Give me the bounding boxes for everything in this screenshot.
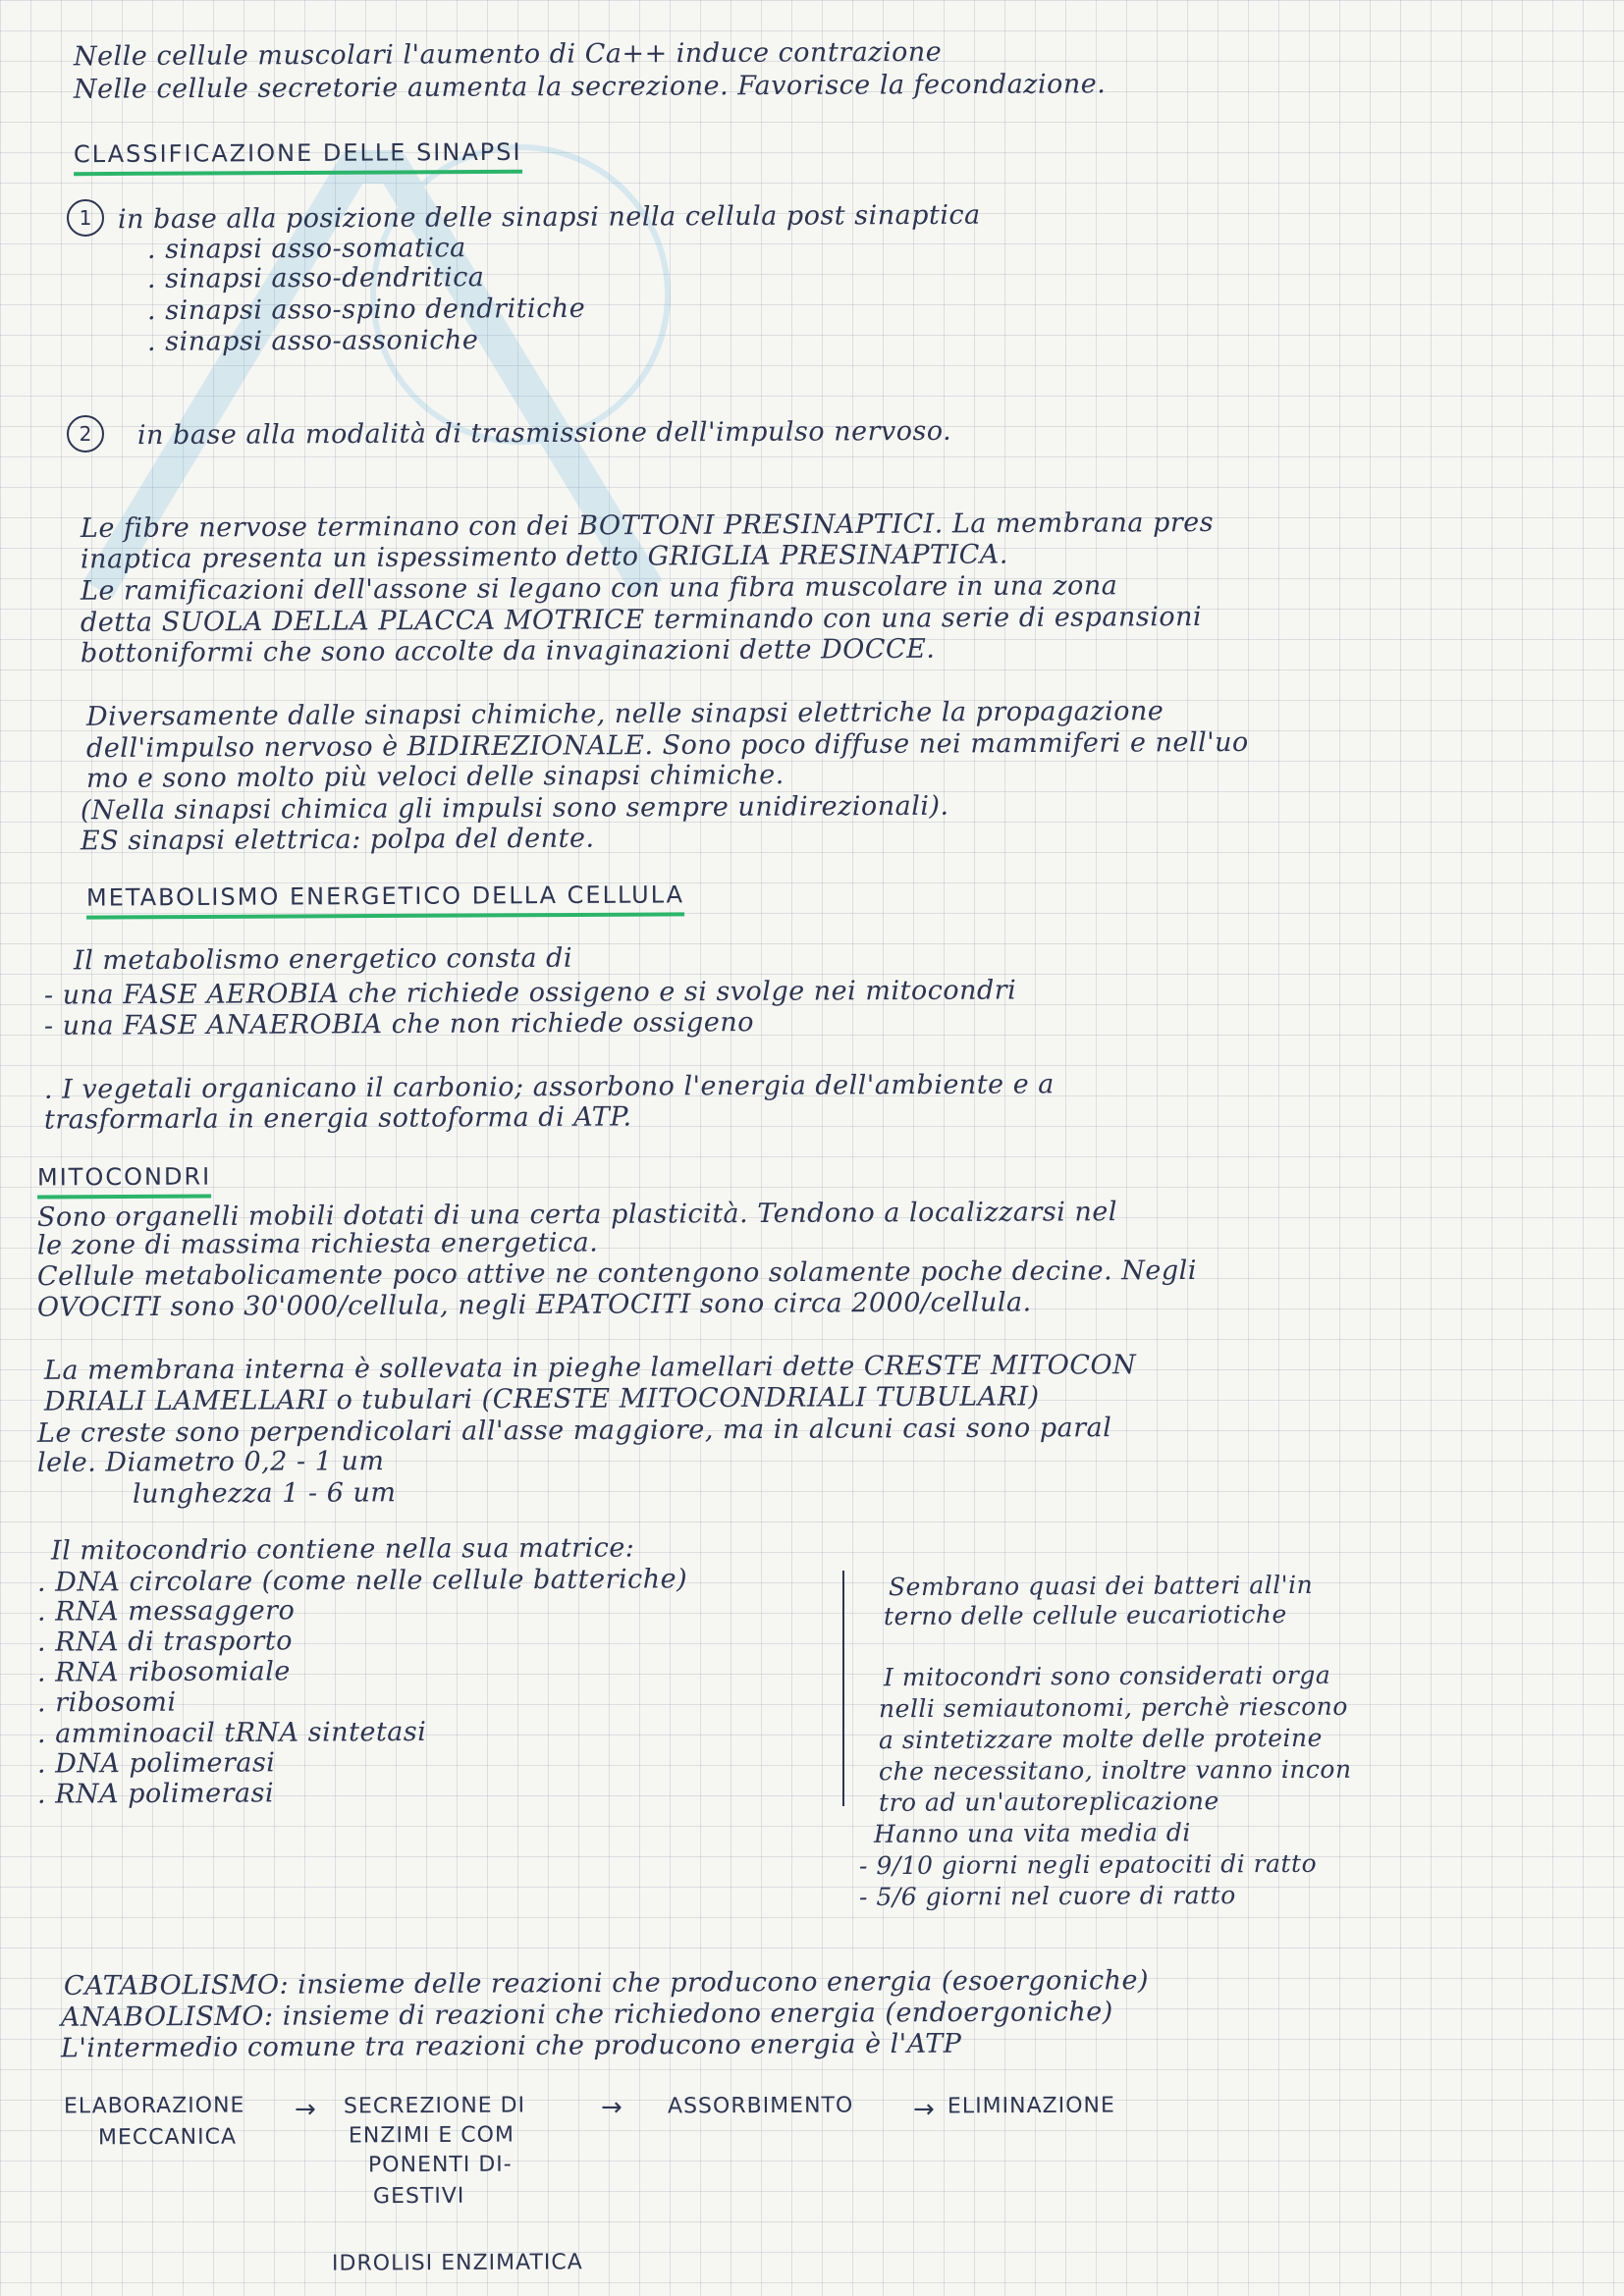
flow-bottom-label: IDROLISI ENZIMATICA	[331, 2250, 583, 2276]
paragraph-line: inaptica presenta un ispessimento detto GRIGLIA PRESINAPTICA.	[80, 539, 1008, 575]
list-item: . DNA polimerasi	[36, 1747, 276, 1780]
paragraph-line: Sono organelli mobili dotati di una certa plasticità. Tendono a localizzarsi nel	[36, 1197, 1117, 1233]
paragraph-line: OVOCITI sono 30'000/cellula, negli EPATOCITI sono circa 2000/cellula.	[36, 1287, 1032, 1323]
criterion-number: 2	[67, 415, 104, 453]
list-item: . sinapsi asso-assoniche	[146, 325, 479, 357]
flow-step-label: MECCANICA	[97, 2124, 238, 2151]
paragraph-line: . I vegetali organicano il carbonio; assorbono l'energia dell'ambiente e a	[43, 1069, 1055, 1105]
list-item: . amminoacil tRNA sintetasi	[36, 1716, 427, 1750]
paragraph-line: dell'impulso nervoso è BIDIREZIONALE. Sono poco diffuse nei mammiferi e nell'uo	[85, 726, 1249, 765]
flow-step-label: SECREZIONE DI	[343, 2093, 526, 2119]
criterion-text: in base alla posizione delle sinapsi nella cellula post sinaptica	[117, 199, 981, 236]
definition-line: CATABOLISMO: insieme delle reazioni che producono energia (esoergoniche)	[63, 1965, 1150, 2002]
paragraph-line: DRIALI LAMELLARI o tubulari (CRESTE MITOCONDRIALI TUBULARI)	[43, 1381, 1040, 1417]
list-item: . RNA ribosomiale	[36, 1656, 291, 1688]
heading-metabolismo: METABOLISMO ENERGETICO DELLA CELLULA	[86, 879, 684, 919]
definition-line: L'intermedio comune tra reazioni che producono energia è l'ATP	[60, 2028, 962, 2064]
paragraph-line: mo e sono molto più veloci delle sinapsi chimiche.	[85, 760, 785, 794]
heading-classificazione-sinapsi: CLASSIFICAZIONE DELLE SINAPSI	[74, 136, 522, 176]
side-note-line: che necessitano, inoltre vanno incon	[878, 1754, 1352, 1787]
list-item: . RNA messaggero	[36, 1595, 296, 1628]
list-item: - una FASE ANAEROBIA che non richiede ossigeno	[43, 1007, 755, 1041]
flow-step-label: ELABORAZIONE	[63, 2093, 245, 2119]
paragraph-line: ES sinapsi elettrica: polpa del dente.	[80, 823, 595, 857]
side-note-line: a sintetizzare molte delle proteine	[878, 1723, 1323, 1755]
arrow-right-icon: →	[601, 2093, 623, 2122]
paragraph-line: Le creste sono perpendicolari all'asse maggiore, ma in alcuni casi sono paral	[36, 1413, 1112, 1449]
criterion-text: in base alla modalità di trasmissione dell'impulso nervoso.	[136, 415, 952, 452]
paragraph-line: lunghezza 1 - 6 um	[132, 1477, 397, 1510]
intro-line: Nelle cellule muscolari l'aumento di Ca++ induce contrazione	[73, 36, 943, 73]
paragraph-line: bottoniformi che sono accolte da invaginazioni dette DOCCE.	[80, 633, 936, 669]
arrow-right-icon: →	[295, 2095, 316, 2124]
side-note-line: nelli semiautonomi, perchè riescono	[878, 1691, 1348, 1724]
list-item: . sinapsi asso-dendritica	[146, 262, 485, 294]
criterion-number: 1	[67, 199, 104, 237]
side-note-line: tro ad un'autoreplicazione	[878, 1787, 1219, 1817]
side-note-line: - 5/6 giorni nel cuore di ratto	[858, 1880, 1236, 1912]
list-item: . RNA di trasporto	[36, 1626, 294, 1658]
arrow-right-icon: →	[913, 2095, 935, 2124]
side-note-line: I mitocondri sono considerati orga	[883, 1660, 1331, 1692]
divider-line	[842, 1571, 844, 1806]
paragraph-line: Le fibre nervose terminano con dei BOTTONI PRESINAPTICI. La membrana pres	[80, 507, 1215, 545]
side-note-line: Hanno una vita media di	[873, 1818, 1191, 1848]
list-item: . sinapsi asso-somatica	[146, 233, 466, 265]
list-item: - una FASE AEROBIA che richiede ossigeno e si svolge nei mitocondri	[43, 975, 1017, 1011]
flow-step-label: PONENTI DI-	[367, 2152, 513, 2178]
paragraph-line: trasformarla in energia sottoforma di ATP.	[43, 1101, 632, 1136]
list-item: . DNA circolare (come nelle cellule batteriche)	[36, 1564, 688, 1598]
paragraph-line: lele. Diametro 0,2 - 1 um	[36, 1446, 385, 1478]
side-note-line: Sembrano quasi dei batteri all'in	[888, 1570, 1314, 1602]
paragraph-line: (Nella sinapsi chimica gli impulsi sono sempre unidirezionali).	[80, 790, 949, 827]
intro-line: Nelle cellule secretorie aumenta la secrezione. Favorisce la fecondazione.	[73, 69, 1107, 105]
paragraph-line: La membrana interna è sollevata in pieghe lamellari dette CRESTE MITOCON	[43, 1350, 1137, 1386]
flow-step-label: ELIMINAZIONE	[947, 2093, 1115, 2119]
paragraph-line: Le ramificazioni dell'assone si legano con una fibra muscolare in una zona	[80, 570, 1118, 607]
paragraph-line: Il metabolismo energetico consta di	[73, 942, 573, 977]
list-item: . ribosomi	[36, 1686, 177, 1719]
paragraph-line: le zone di massima richiesta energetica.	[36, 1227, 599, 1261]
paragraph-line: Diversamente dalle sinapsi chimiche, nelle sinapsi elettriche la propagazione	[85, 696, 1164, 732]
list-item: . sinapsi asso-spino dendritiche	[146, 293, 586, 327]
flow-step-label: ASSORBIMENTO	[667, 2093, 854, 2119]
side-note-line: terno delle cellule eucariotiche	[883, 1599, 1287, 1631]
list-item: . RNA polimerasi	[36, 1778, 275, 1810]
side-note-line: - 9/10 giorni negli epatociti di ratto	[858, 1848, 1318, 1881]
flow-step-label: ENZIMI E COM	[348, 2122, 514, 2149]
heading-mitocondri: MITOCONDRI	[37, 1161, 211, 1200]
definition-line: ANABOLISMO: insieme di reazioni che richiedono energia (endoergoniche)	[60, 1997, 1113, 2033]
flow-step-label: GESTIVI	[372, 2183, 465, 2210]
matrice-title: Il mitocondrio contiene nella sua matrice:	[50, 1532, 635, 1567]
paragraph-line: Cellule metabolicamente poco attive ne contengono solamente poche decine. Negli	[36, 1255, 1198, 1293]
paragraph-line: detta SUOLA DELLA PLACCA MOTRICE terminando con una serie di espansioni	[80, 602, 1203, 638]
